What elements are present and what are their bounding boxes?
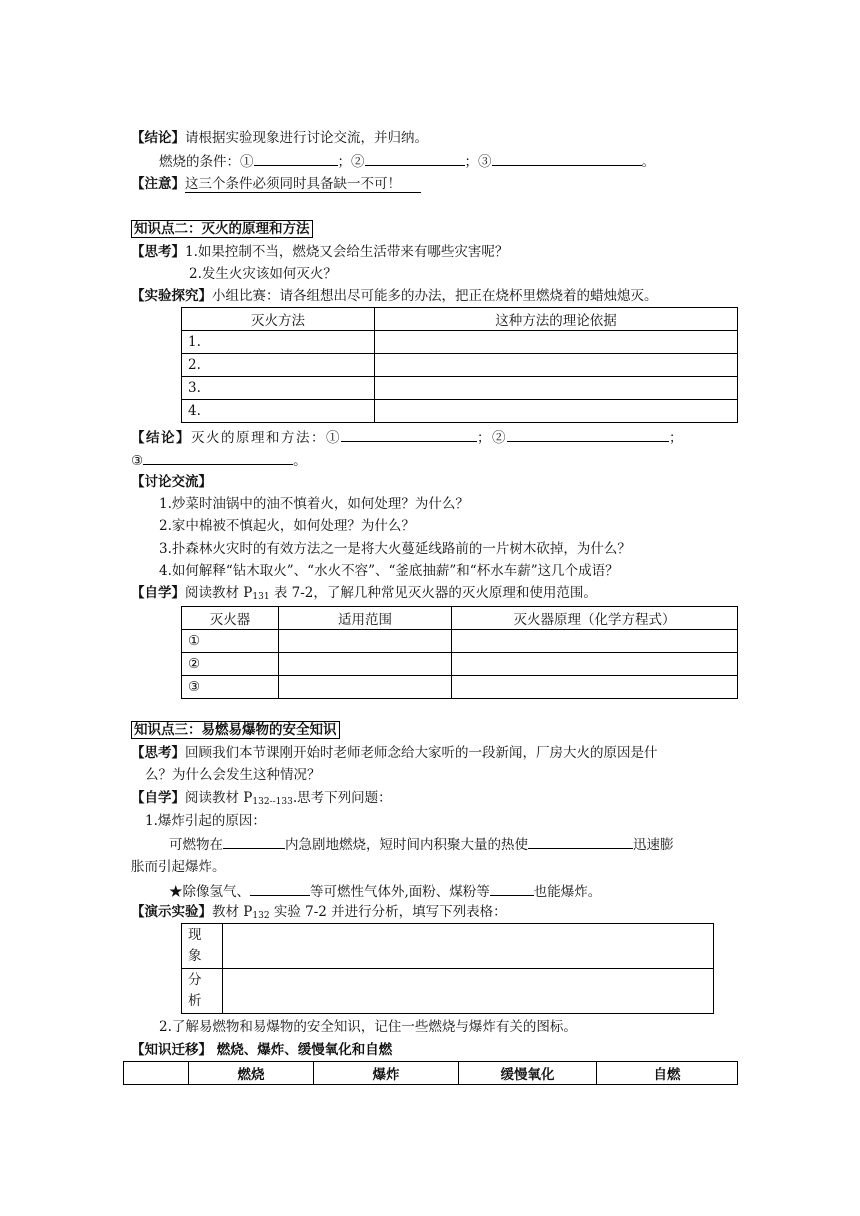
note-tag: 【注意】 (131, 176, 185, 192)
table-cell (182, 924, 223, 969)
table-cell: 1. (182, 331, 375, 354)
blank-cause-2[interactable] (528, 834, 633, 849)
table-row (182, 630, 738, 653)
self3-text: 阅读教材 P (185, 790, 253, 806)
blank-condition-3[interactable] (492, 151, 642, 166)
think3-line (131, 743, 658, 763)
selfstudy-text: 阅读教材 P (185, 585, 253, 601)
explore-text: 小组比赛：请各组想出尽可能多的办法，把正在烧杯里燃烧着的蜡烛熄灭。 (212, 288, 658, 304)
label-char: 现 (188, 927, 202, 943)
conclusion2-text: 灭火的原理和方法：① (191, 430, 341, 446)
transfer-table (123, 1061, 738, 1085)
table-cell: ① (182, 630, 279, 653)
conclusion-line (131, 128, 428, 148)
table-cell-empty[interactable] (452, 630, 738, 653)
table-header: 缓慢氧化 (459, 1062, 597, 1085)
extinguisher-table (181, 606, 738, 699)
star-text: ★除像氢气、 (169, 884, 250, 900)
transfer-tag: 【知识迁移】 (131, 1042, 212, 1058)
table-row (182, 676, 738, 699)
conditions-prefix: 燃烧的条件：① (159, 154, 254, 170)
think3-line2: 么？为什么会发生这种情况？ (145, 767, 321, 783)
star-text: 也能爆炸。 (533, 884, 602, 900)
table-cell-empty[interactable] (375, 354, 738, 377)
transfer-title: 燃烧、爆炸、缓慢氧化和自燃 (216, 1042, 393, 1058)
table-row (182, 400, 738, 423)
conclusion2-tag: 【结论】 (131, 430, 191, 446)
table-cell-empty[interactable] (223, 924, 714, 969)
label-char: 析 (188, 993, 202, 1009)
table-header: 爆炸 (314, 1062, 459, 1085)
demo-table (181, 923, 714, 1014)
blank-condition-1[interactable] (254, 151, 338, 166)
table-cell-empty[interactable] (279, 630, 452, 653)
discuss-item: 4.如何解释“钻木取火”、“水火不容”、“釜底抽薪”和“杯水车薪”这几个成语？ (159, 563, 619, 579)
table-cell: ③ (182, 676, 279, 699)
sep: ；③ (464, 154, 492, 170)
cause-text: 迅速膨 (633, 837, 674, 853)
discuss-tag: 【讨论交流】 (131, 474, 212, 490)
section2-title (131, 219, 313, 239)
table-header (124, 1062, 189, 1085)
self3-tag: 【自学】 (131, 790, 185, 806)
conclusion-text: 请根据实验现象进行讨论交流，并归纳。 (185, 130, 428, 146)
section2-title-text: 知识点二：灭火的原理和方法 (131, 220, 313, 238)
explore-line (131, 286, 658, 306)
table-row (182, 331, 738, 354)
label-char: 分 (188, 972, 202, 988)
table-row (182, 653, 738, 676)
table-cell: 3. (182, 377, 375, 400)
think-1: 1.如果控制不当，燃烧又会给生活带来有哪些灾害呢？ (185, 244, 509, 260)
star-line (169, 881, 601, 902)
page-subscript: 132 (252, 911, 270, 921)
conditions-line (159, 151, 655, 172)
discuss-item: 1.炒菜时油锅中的油不慎着火，如何处理？为什么？ (159, 496, 469, 512)
sep: 。 (641, 154, 655, 170)
table-cell-empty[interactable] (452, 653, 738, 676)
table-cell-empty[interactable] (375, 400, 738, 423)
conclusion2-line2 (131, 450, 307, 471)
conclusion2-line (131, 427, 684, 448)
table-cell (182, 969, 223, 1014)
section3-title (131, 720, 340, 740)
discuss-item: 2.家中棉被不慎起火，如何处理？为什么？ (159, 518, 415, 534)
discuss-item: 3.扑森林火灾时的有效方法之一是将大火蔓延线路前的一片树木砍掉，为什么？ (159, 541, 631, 557)
table-header: 灭火方法 (182, 308, 375, 331)
label-char: 象 (188, 948, 202, 964)
selfstudy-text: 表 7-2，了解几种常见灭火器的灭火原理和使用范围。 (269, 585, 597, 601)
table-header: 自燃 (597, 1062, 738, 1085)
blank-method-2[interactable] (507, 427, 669, 442)
table-header: 这种方法的理论依据 (375, 308, 738, 331)
blank-gas[interactable] (250, 881, 310, 896)
note-line (131, 174, 421, 194)
table-row (182, 924, 714, 969)
page-subscript: 132--133 (252, 797, 293, 807)
table-row (182, 969, 714, 1014)
section3-title-text: 知识点三：易燃易爆物的安全知识 (131, 721, 340, 739)
conclusion-tag: 【结论】 (131, 130, 185, 146)
blank-method-1[interactable] (341, 427, 477, 442)
note-text: 这三个条件必须同时具备缺一不可！ (185, 176, 421, 193)
table-row (182, 377, 738, 400)
star-text: 等可燃性气体外,面粉、煤粉等 (310, 884, 490, 900)
cause-text: 内急剧地燃烧，短时间内积聚大量的热使 (285, 837, 528, 853)
selfstudy-tag: 【自学】 (131, 585, 185, 601)
table-cell-empty[interactable] (279, 676, 452, 699)
table-cell-empty[interactable] (375, 331, 738, 354)
think-line-1 (131, 242, 508, 262)
self3-line (131, 788, 392, 812)
explore-tag: 【实验探究】 (131, 288, 212, 304)
cause-line2: 胀而引起爆炸。 (131, 859, 226, 875)
table-cell: 4. (182, 400, 375, 423)
page-subscript: 131 (252, 592, 270, 602)
blank-dust[interactable] (490, 881, 534, 896)
demo-text: 实验 7-2 并进行分析，填写下列表格： (269, 904, 507, 920)
blank-method-3[interactable] (143, 450, 293, 465)
item2: 2.了解易燃物和易爆物的安全知识，记住一些燃烧与爆炸有关的图标。 (159, 1019, 577, 1035)
sep: 。 (293, 453, 307, 469)
selfstudy-line (131, 583, 597, 607)
think3-tag: 【思考】 (131, 745, 185, 761)
blank-condition-2[interactable] (365, 151, 465, 166)
demo-text: 教材 P (212, 904, 253, 920)
table-cell-empty[interactable] (279, 653, 452, 676)
table-header: 灭火器 (182, 607, 279, 630)
table-cell: 2. (182, 354, 375, 377)
table-cell: ② (182, 653, 279, 676)
item1: 1.爆炸引起的原因： (145, 813, 266, 829)
sep: ；② (477, 430, 507, 446)
table-header: 适用范围 (279, 607, 452, 630)
sep: ； (669, 430, 684, 446)
table-cell-empty[interactable] (375, 377, 738, 400)
self3-text: .思考下列问题： (292, 790, 392, 806)
think-tag: 【思考】 (131, 244, 185, 260)
cause-text: 可燃物在 (169, 837, 223, 853)
table-row (182, 354, 738, 377)
transfer-line (131, 1040, 392, 1060)
sep: ；② (337, 154, 365, 170)
blank-cause-1[interactable] (223, 834, 285, 849)
demo-tag: 【演示实验】 (131, 904, 212, 920)
circle-3: ③ (131, 453, 144, 469)
table-header: 燃烧 (189, 1062, 314, 1085)
table-cell-empty[interactable] (223, 969, 714, 1014)
cause-line (169, 834, 674, 855)
think-2: 2.发生火灾该如何灭火？ (189, 266, 337, 282)
table-cell-empty[interactable] (452, 676, 738, 699)
table-header: 灭火器原理（化学方程式） (452, 607, 738, 630)
extinguish-table (181, 307, 738, 423)
think3-text: 回顾我们本节课刚开始时老师老师念给大家听的一段新闻，厂房大火的原因是什 (185, 745, 658, 761)
